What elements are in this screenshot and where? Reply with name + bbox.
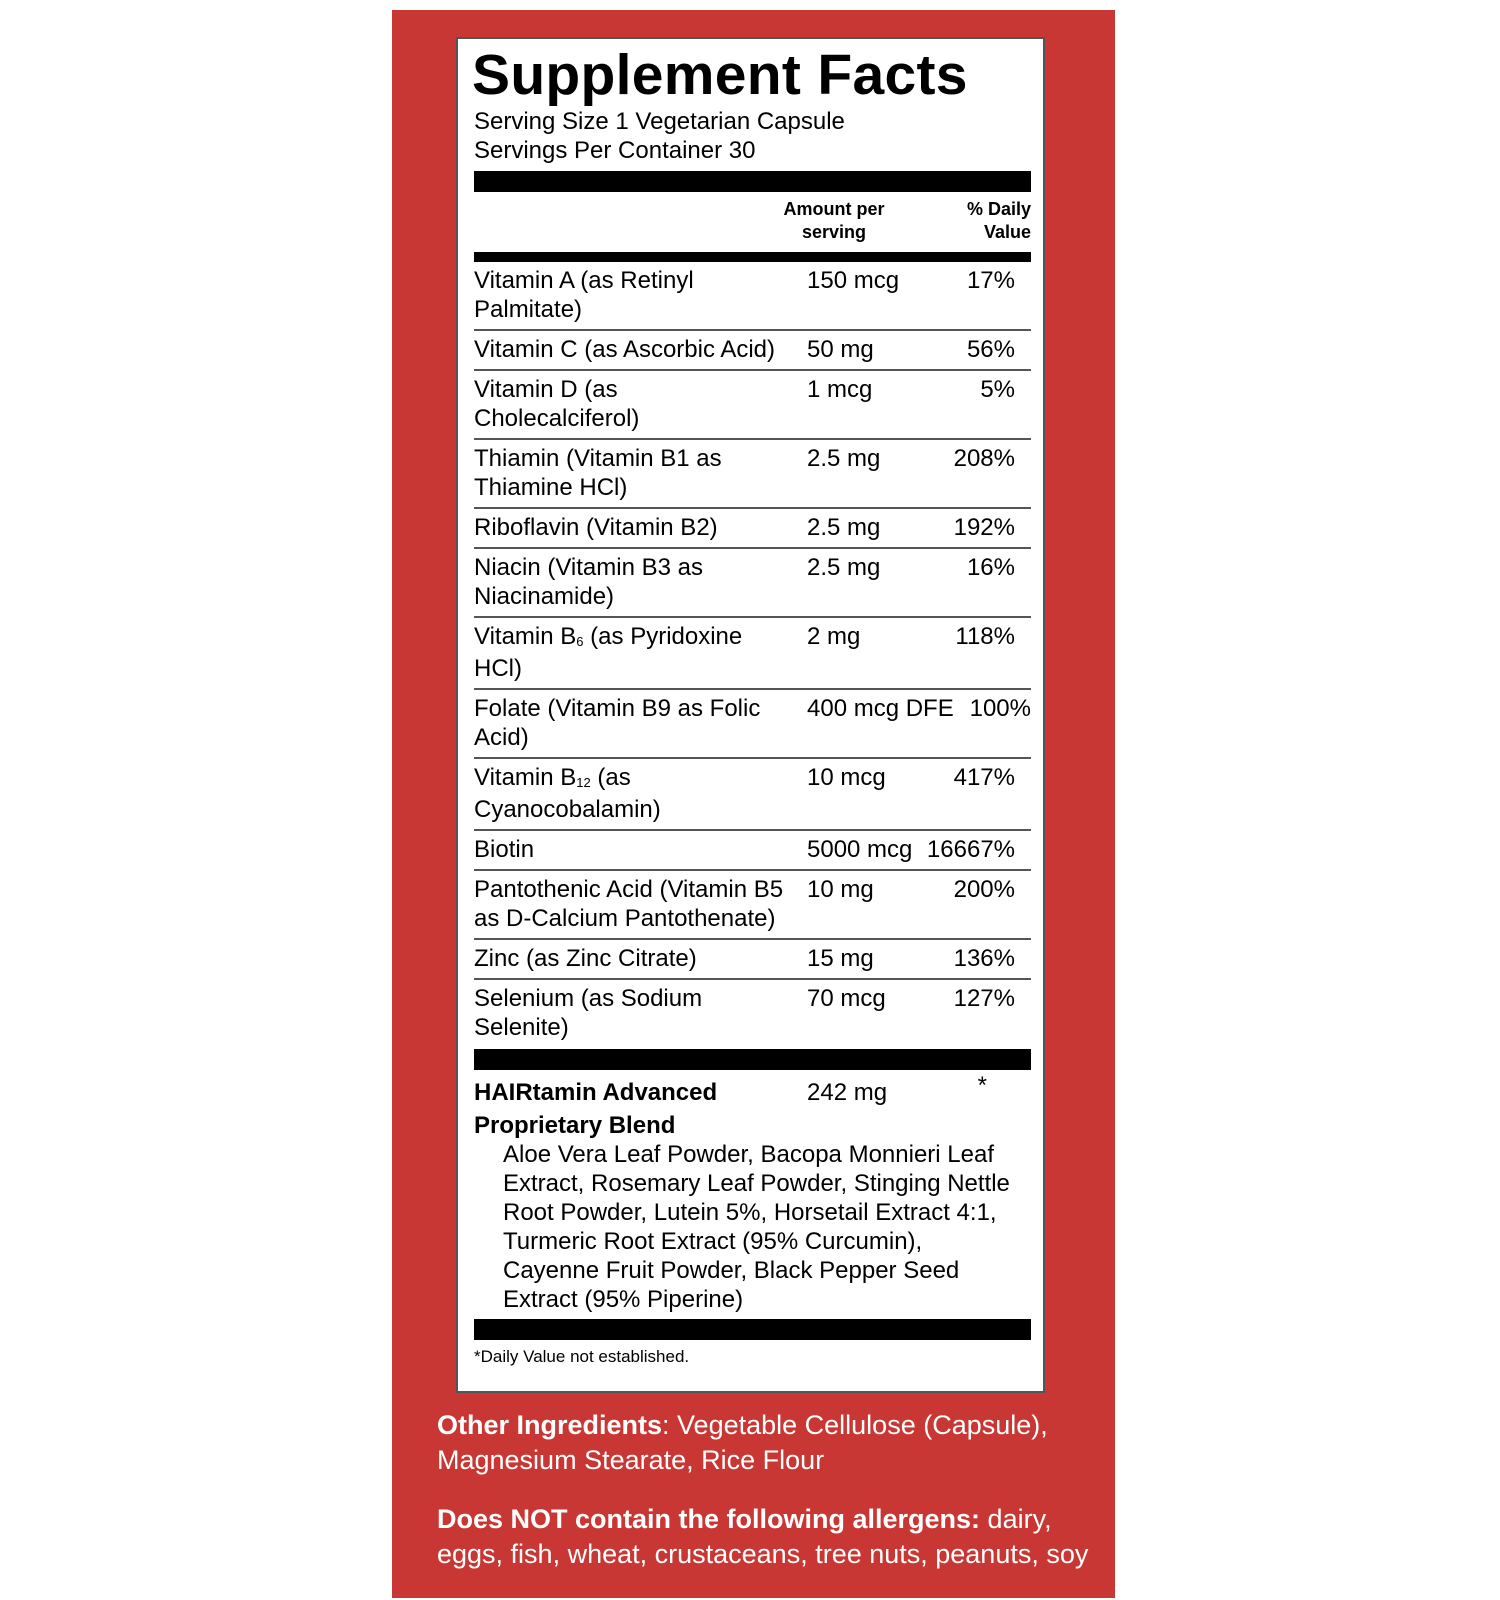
nutrient-amount: 150 mcg [807,267,900,294]
nutrient-daily-value: 16667% [926,836,1015,863]
blend-ingredients: Aloe Vera Leaf Powder, Bacopa Monnieri Leaf Extract, Rosemary Leaf Powder, Stinging Nettle Root Powder, Lutein 5%, Horsetail Extract 4:1, Turmeric Root Extract (95% Curcumin), Cayenne Fruit Powder, Black Pepper Seed Extract (95% Piperine) [503,1141,1010,1313]
nutrient-row [474,618,1031,690]
nutrient-name [474,622,784,683]
nutrient-name-part: Vitamin B [474,764,577,791]
nutrient-amount: 400 mcg DFE [807,695,954,722]
other-ingredients [437,1408,1097,1478]
nutrient-name: Vitamin A (as Retinyl Palmitate) [474,267,694,323]
label-title: Supplement Facts [472,43,968,107]
nutrient-row [474,509,1031,549]
nutrient-amount: 50 mg [807,336,874,363]
supplement-facts-label [456,37,1045,1393]
nutrient-name [474,763,784,824]
nutrient-amount: 10 mg [807,876,874,903]
nutrient-name: Niacin (Vitamin B3 as Niacinamide) [474,554,703,610]
header-daily-value: % Daily Value [966,199,1031,242]
proprietary-blend [474,1070,1031,1314]
divider-thick [474,1049,1031,1070]
nutrient-name: Pantothenic Acid (Vitamin B5 as D-Calcium Pantothenate) [474,876,784,932]
nutrient-name-subscript: 6 [576,634,584,649]
blend-daily-value: * [977,1072,987,1099]
label-content [474,39,1031,1368]
nutrient-name: Vitamin D (as Cholecalciferol) [474,376,640,432]
nutrient-daily-value: 17% [966,267,1015,294]
nutrient-name: Folate (Vitamin B9 as Folic Acid) [474,695,761,751]
nutrient-row [474,549,1031,618]
other-ingredients-label: Other Ingredients [437,1410,663,1440]
serving-size: Serving Size 1 Vegetarian Capsule [474,108,845,135]
nutrient-row [474,440,1031,509]
nutrient-name: Selenium (as Sodium Selenite) [474,985,703,1041]
nutrient-row [474,262,1031,331]
nutrient-row [474,690,1031,759]
divider-thick [474,171,1031,192]
nutrient-row [474,371,1031,440]
nutrient-daily-value: 16% [966,554,1015,581]
nutrient-name-part: (as Pyridoxine HCl) [474,623,743,682]
nutrient-row [474,831,1031,871]
footnote: *Daily Value not established. [474,1347,690,1366]
nutrient-daily-value: 127% [953,985,1015,1012]
nutrient-row [474,871,1031,940]
nutrient-daily-value: 100% [969,695,1031,722]
nutrient-name: Riboflavin (Vitamin B2) [474,514,718,541]
nutrient-daily-value: 208% [953,445,1015,472]
nutrient-amount: 2.5 mg [807,514,881,541]
nutrient-amount: 2 mg [807,623,861,650]
divider-medium [474,252,1031,262]
divider-thick [474,1319,1031,1340]
nutrient-name: Biotin [474,836,535,863]
nutrient-amount: 2.5 mg [807,445,881,472]
other-ingredients-text: : Vegetable Cellulose (Capsule), Magnesium Stearate, Rice Flour [437,1410,1048,1475]
nutrient-name: Thiamin (Vitamin B1 as Thiamine HCl) [474,445,722,501]
nutrient-daily-value: 56% [966,336,1015,363]
nutrient-daily-value: 5% [980,376,1015,403]
allergen-text: dairy, eggs, fish, wheat, crustaceans, tree nuts, peanuts, soy [437,1504,1089,1569]
nutrient-daily-value: 417% [953,764,1015,791]
nutrient-amount: 1 mcg [807,376,873,403]
nutrient-amount: 5000 mcg [807,836,913,863]
nutrient-row [474,331,1031,371]
nutrient-daily-value: 118% [955,623,1015,650]
nutrient-name-subscript: 12 [576,775,591,790]
nutrient-row [474,759,1031,831]
nutrient-name: Vitamin C (as Ascorbic Acid) [474,336,775,363]
nutrient-daily-value: 200% [953,876,1015,903]
nutrient-name-part: Vitamin B [474,623,577,650]
nutrient-name-part: (as Cyanocobalamin) [474,764,661,823]
nutrient-amount: 10 mcg [807,764,886,791]
blend-amount: 242 mg [807,1079,888,1106]
nutrient-row [474,940,1031,980]
header-amount: Amount per serving [783,199,885,242]
blend-name: HAIRtamin Advanced Proprietary Blend [474,1079,718,1139]
nutrient-amount: 70 mcg [807,985,886,1012]
allergen-label: Does NOT contain the following allergens: [437,1504,981,1534]
nutrient-amount: 15 mg [807,945,874,972]
nutrient-amount: 2.5 mg [807,554,881,581]
nutrient-daily-value: 192% [953,514,1015,541]
nutrient-name: Zinc (as Zinc Citrate) [474,945,697,972]
allergen-statement [437,1502,1097,1572]
table-header [474,192,1031,252]
nutrient-table [474,262,1031,1047]
nutrient-daily-value: 136% [953,945,1015,972]
nutrient-row [474,980,1031,1047]
servings-per-container: Servings Per Container 30 [474,137,756,164]
